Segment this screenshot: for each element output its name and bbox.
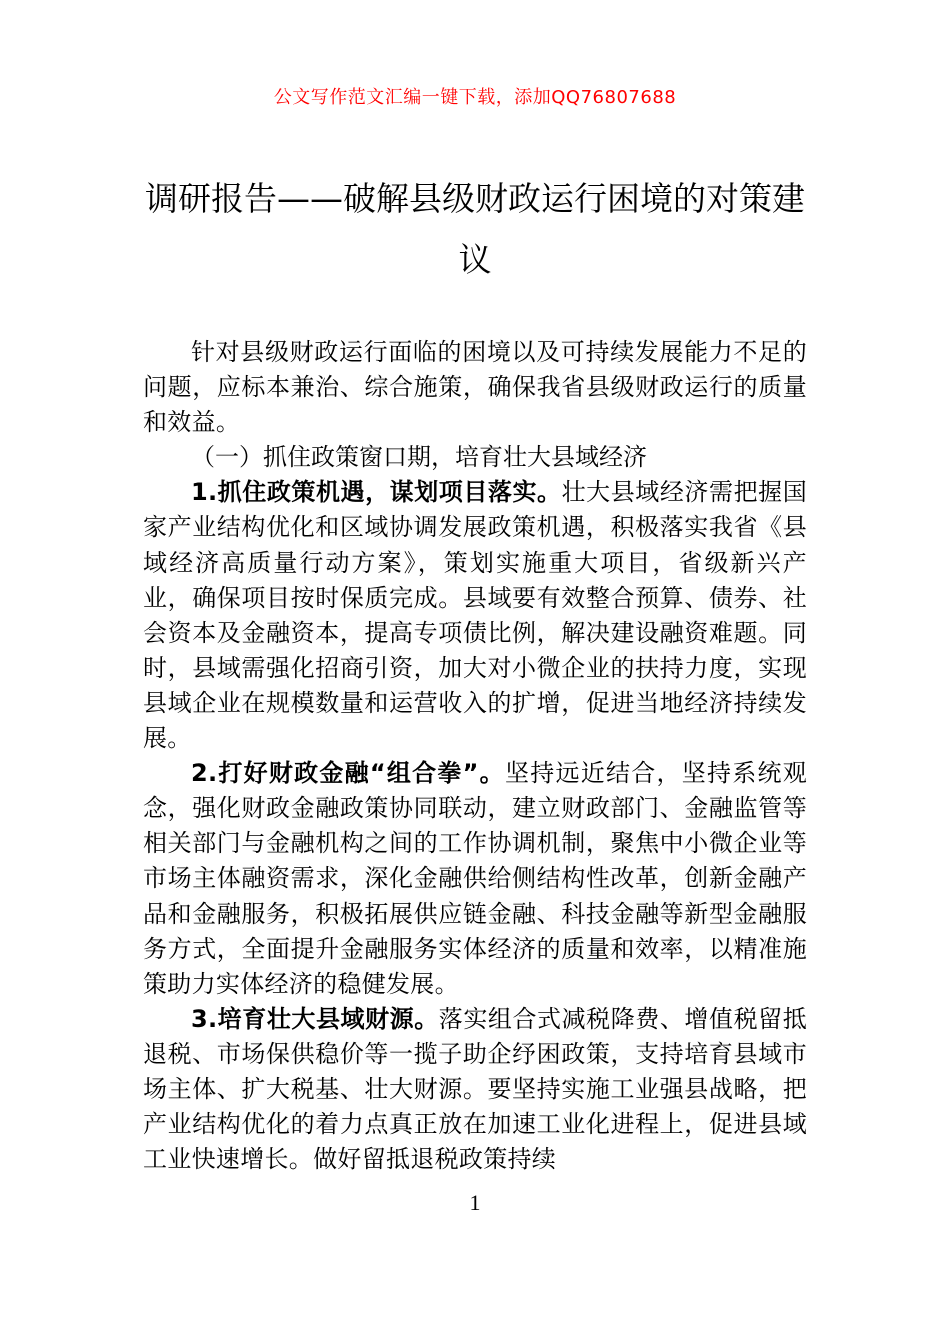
item-text: 落实组合式减税降费、增值税留抵退税、市场保供稳价等一揽子助企纾困政策，支持培育县域市场主体、扩大税基、壮大财源。要坚持实施工业强县战略，把产业结构优化的着力点真正放在加速工业化进程上，促进县域工业快速增长。做好留抵退税政策持续	[143, 1004, 807, 1174]
page-number: 1	[469, 1190, 481, 1215]
list-item	[143, 756, 807, 1002]
list-item	[143, 1002, 807, 1177]
item-text: 壮大县域经济需把握国家产业结构优化和区域协调发展政策机遇，积极落实我省《县域经济高质量行动方案》，策划实施重大项目，省级新兴产业，确保项目按时保质完成。县域要有效整合预算、债券、社会资本及金融资本，提高专项债比例，解决建设融资难题。同时，县域需强化招商引资，加大对小微企业的扶持力度，实现县域企业在规模数量和运营收入的扩增，促进当地经济持续发展。	[143, 478, 807, 753]
section-heading: （一）抓住政策窗口期，培育壮大县域经济	[191, 443, 647, 472]
document-body	[143, 335, 807, 1177]
item-lead: 3.培育壮大县域财源。	[191, 1004, 439, 1033]
download-notice: 公文写作范文汇编一键下载，添加QQ76807688	[273, 87, 677, 108]
document-title: 调研报告——破解县级财政运行困境的对策建议	[145, 179, 805, 279]
list-item	[143, 475, 807, 756]
item-lead: 2.打好财政金融“组合拳”。	[191, 759, 505, 788]
intro-paragraph: 针对县级财政运行面临的困境以及可持续发展能力不足的问题，应标本兼治、综合施策，确保我省县级财政运行的质量和效益。	[143, 338, 807, 437]
item-text: 坚持远近结合，坚持系统观念，强化财政金融政策协同联动，建立财政部门、金融监管等相关部门与金融机构之间的工作协调机制，聚焦中小微企业等市场主体融资需求，深化金融供给侧结构性改革，创新金融产品和金融服务，积极拓展供应链金融、科技金融等新型金融服务方式，全面提升金融服务实体经济的质量和效率，以精准施策助力实体经济的稳健发展。	[143, 759, 807, 998]
item-lead: 1.抓住政策机遇，谋划项目落实。	[191, 478, 562, 507]
